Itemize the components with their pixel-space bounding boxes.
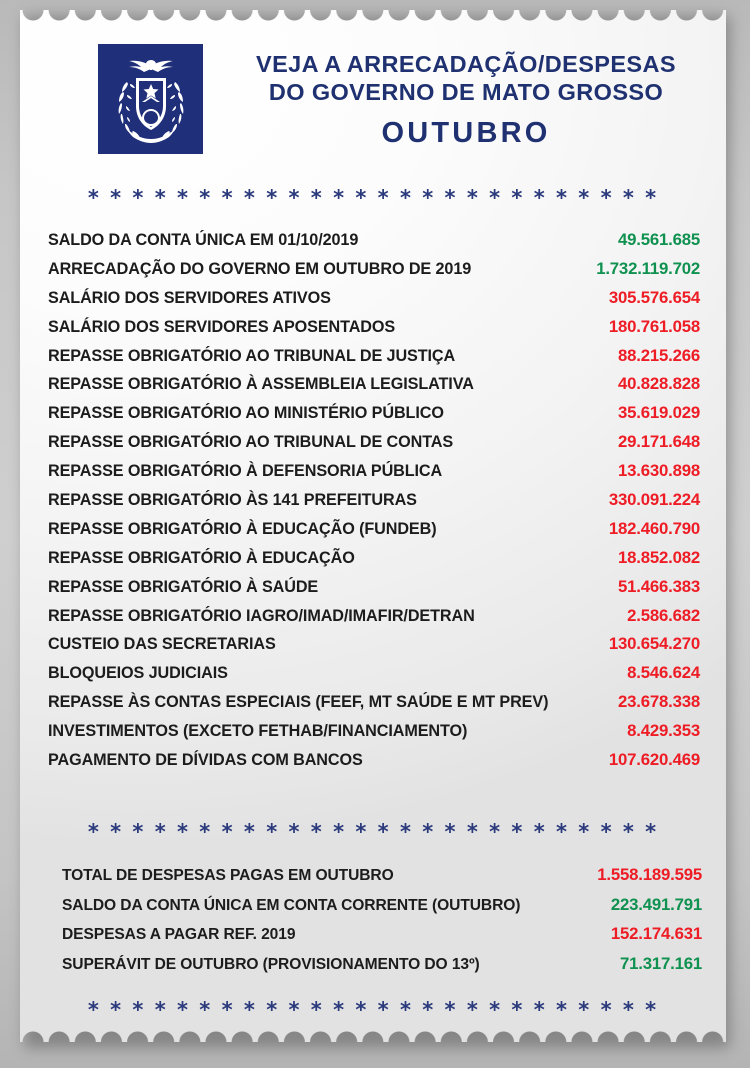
mato-grosso-coat-of-arms-icon	[98, 44, 203, 154]
budget-line-value: 51.466.383	[618, 576, 700, 596]
month-title: OUTUBRO	[381, 117, 551, 149]
budget-line-label: REPASSE OBRIGATÓRIO AO MINISTÉRIO PÚBLICO	[48, 404, 444, 423]
budget-line-row	[48, 692, 700, 721]
budget-line-value: 330.091.224	[608, 490, 700, 510]
budget-line-value: 107.620.469	[608, 750, 700, 770]
stamp-card	[20, 10, 726, 1042]
budget-line-label: BLOQUEIOS JUDICIAIS	[48, 664, 228, 683]
budget-line-label: REPASSE OBRIGATÓRIO À DEFENSORIA PÚBLICA	[48, 462, 443, 481]
budget-line-value: 18.852.082	[618, 547, 700, 567]
budget-line-label: SALDO DA CONTA ÚNICA EM 01/10/2019	[48, 231, 359, 249]
budget-line-value: 29.171.648	[618, 432, 700, 452]
budget-line-row	[48, 750, 700, 779]
summary-line-label: TOTAL DE DESPESAS PAGAS EM OUTUBRO	[62, 867, 394, 884]
budget-line-label: SALÁRIO DOS SERVIDORES ATIVOS	[48, 288, 331, 307]
budget-line-value: 180.761.058	[608, 316, 700, 336]
summary-rows-list	[62, 865, 702, 983]
budget-line-label: ARRECADAÇÃO DO GOVERNO EM OUTUBRO DE 2019	[48, 259, 472, 278]
budget-line-label: REPASSE OBRIGATÓRIO IAGRO/IMAD/IMAFIR/DETRAN	[48, 606, 475, 625]
summary-line-label: DESPESAS A PAGAR REF. 2019	[62, 926, 296, 943]
budget-line-value: 23.678.338	[618, 692, 700, 712]
summary-line-label: SUPERÁVIT DE OUTUBRO (PROVISIONAMENTO DO 13º)	[62, 955, 480, 973]
header	[20, 36, 726, 164]
budget-line-value: 305.576.654	[608, 287, 700, 307]
summary-line-value: 1.558.189.595	[597, 865, 702, 884]
budget-line-label: SALÁRIO DOS SERVIDORES APOSENTADOS	[48, 317, 396, 336]
title-line-2: DO GOVERNO DE MATO GROSSO	[268, 79, 664, 105]
budget-line-label: REPASSE OBRIGATÓRIO À SAÚDE	[48, 577, 319, 596]
budget-line-value: 1.732.119.702	[596, 258, 700, 278]
budget-line-label: REPASSE OBRIGATÓRIO À EDUCAÇÃO	[48, 548, 355, 567]
summary-line-row	[62, 924, 702, 954]
title-block	[216, 50, 716, 150]
budget-line-row	[48, 577, 700, 606]
budget-line-value: 2.586.682	[627, 605, 700, 625]
star-divider-top: * * * * * * * * * * * * * * * * * * * * * * * * * *	[87, 186, 659, 210]
budget-line-row	[48, 606, 700, 635]
budget-line-row	[48, 259, 700, 288]
budget-line-label: PAGAMENTO DE DÍVIDAS COM BANCOS	[48, 751, 363, 770]
title-line-1: VEJA A ARRECADAÇÃO/DESPESAS	[256, 51, 676, 77]
budget-line-label: REPASSE OBRIGATÓRIO ÀS 141 PREFEITURAS	[48, 491, 417, 510]
budget-line-row	[48, 519, 700, 548]
budget-line-row	[48, 490, 700, 519]
budget-line-row	[48, 403, 700, 432]
budget-line-row	[48, 721, 700, 750]
budget-line-label: INVESTIMENTOS (EXCETO FETHAB/FINANCIAMENTO)	[48, 722, 468, 741]
summary-line-row	[62, 865, 702, 895]
budget-line-row	[48, 432, 700, 461]
budget-line-label: REPASSE OBRIGATÓRIO À EDUCAÇÃO (FUNDEB)	[48, 519, 437, 538]
budget-line-label: REPASSE OBRIGATÓRIO AO TRIBUNAL DE CONTAS	[48, 433, 454, 452]
budget-line-value: 130.654.270	[608, 634, 700, 654]
budget-line-row	[48, 288, 700, 317]
budget-line-value: 35.619.029	[618, 403, 700, 423]
budget-line-value: 40.828.828	[618, 374, 700, 394]
budget-line-row	[48, 346, 700, 375]
budget-line-label: REPASSE OBRIGATÓRIO AO TRIBUNAL DE JUSTIÇA	[48, 346, 456, 365]
budget-line-value: 182.460.790	[608, 518, 700, 538]
star-divider-bottom: * * * * * * * * * * * * * * * * * * * * * * * * * *	[87, 998, 659, 1022]
budget-line-row	[48, 634, 700, 663]
budget-line-value: 88.215.266	[618, 345, 700, 365]
budget-line-label: CUSTEIO DAS SECRETARIAS	[48, 635, 276, 654]
budget-line-value: 49.561.685	[618, 230, 700, 249]
summary-line-value: 71.317.161	[620, 953, 702, 973]
budget-line-label: REPASSE ÀS CONTAS ESPECIAIS (FEEF, MT SAÚDE E MT PREV)	[48, 693, 549, 712]
budget-line-row	[48, 230, 700, 259]
summary-line-value: 223.491.791	[610, 894, 702, 914]
star-divider-middle: * * * * * * * * * * * * * * * * * * * * * * * * * *	[87, 820, 659, 844]
budget-line-row	[48, 461, 700, 490]
summary-line-row	[62, 954, 702, 984]
summary-line-label: SALDO DA CONTA ÚNICA EM CONTA CORRENTE (OUTUBRO)	[62, 896, 521, 914]
main-rows-list	[48, 230, 700, 779]
budget-line-value: 8.546.624	[627, 663, 700, 683]
budget-line-row	[48, 548, 700, 577]
budget-line-row	[48, 374, 700, 403]
summary-line-value: 152.174.631	[610, 924, 702, 943]
summary-line-row	[62, 895, 702, 925]
budget-line-value: 13.630.898	[618, 461, 700, 481]
budget-line-row	[48, 663, 700, 692]
budget-line-value: 8.429.353	[627, 721, 700, 741]
budget-line-label: REPASSE OBRIGATÓRIO À ASSEMBLEIA LEGISLATIVA	[48, 375, 474, 394]
budget-line-row	[48, 317, 700, 346]
